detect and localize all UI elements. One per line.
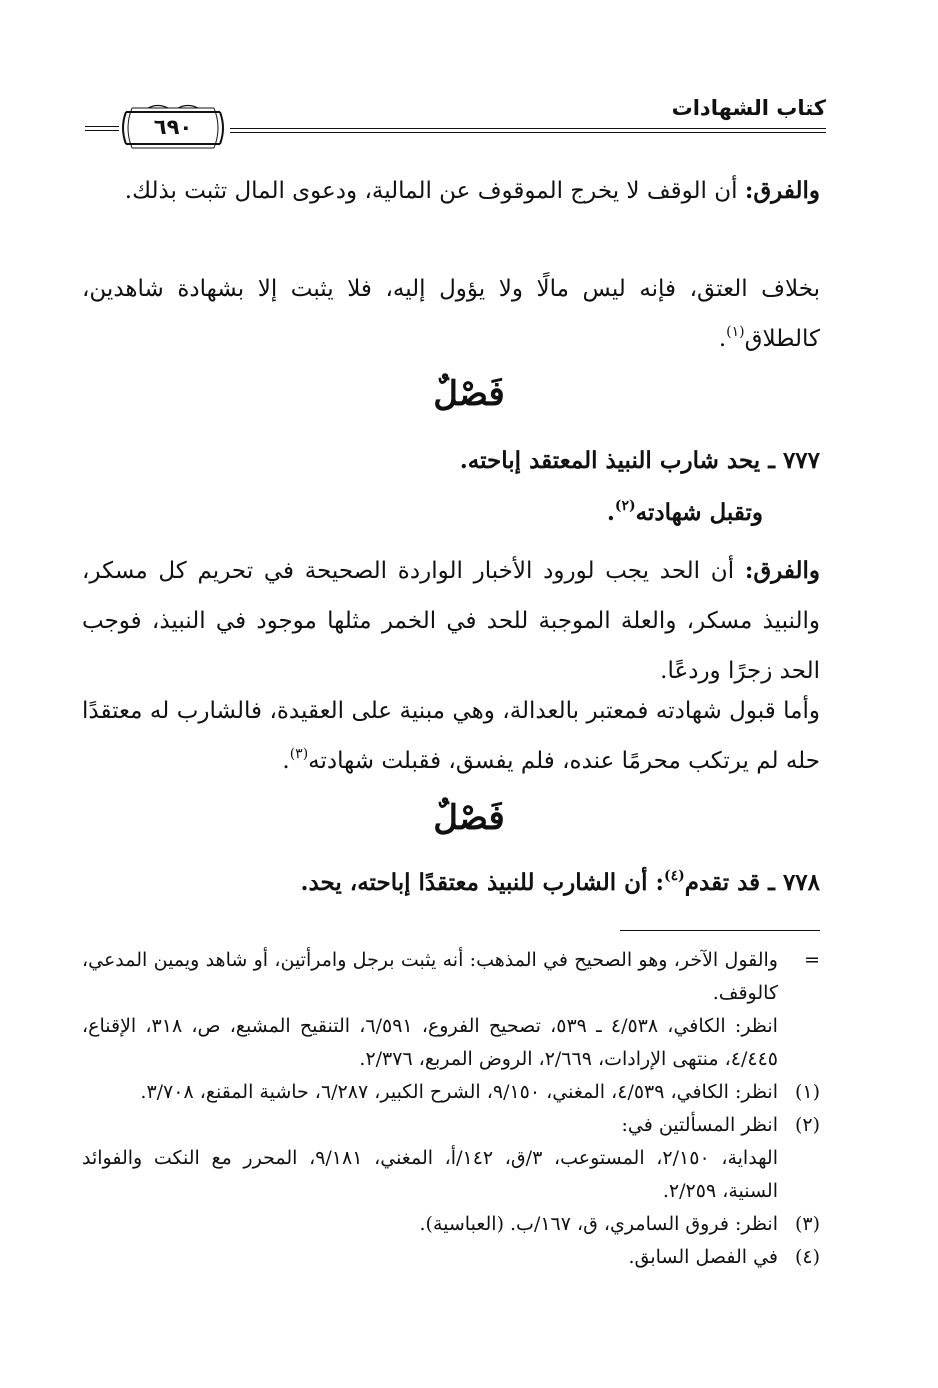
paragraph-end: .	[606, 499, 615, 526]
footnote-number: (٤)	[794, 1246, 820, 1268]
issue-778-rest: : أن الشارب للنبيذ معتقدًا إباحته، يحد.	[300, 869, 664, 896]
footnote-continued	[82, 944, 820, 1010]
footnote-2	[82, 1109, 820, 1142]
header-rule-left	[85, 126, 119, 131]
paragraph-testimony	[82, 686, 820, 786]
paragraph-emancipation	[82, 264, 820, 364]
paragraph-text: وأما قبول شهادته فمعتبر بالعدالة، وهي مبنية على العقيدة، فالشارب له معتقدًا حله لم يرتكب محرمًا عنده، فلم يفسق، فقبلت شهادته	[82, 698, 820, 774]
footnote-ref-1: (١)	[726, 324, 745, 340]
footnote-3	[82, 1208, 820, 1241]
issue-777-line2	[82, 488, 763, 538]
footnote-separator	[620, 930, 820, 931]
running-header-title: كتاب الشهادات	[671, 96, 826, 120]
footnote-1	[82, 1076, 820, 1109]
footnote-ref-3: (٣)	[289, 746, 309, 762]
paragraph-difference-waqf	[82, 166, 820, 216]
footnote-text: في الفصل السابق.	[628, 1246, 778, 1268]
footnote-text: انظر: الكافي، ٤/٥٣٩، المغني، ٩/١٥٠، الشرح الكبير، ٦/٢٨٧، حاشية المقنع، ٣/٧٠٨.	[140, 1081, 778, 1103]
section-heading-fasl: فَصْلٌ	[433, 798, 505, 838]
footnote-ref-4: (٤)	[663, 868, 685, 884]
issue-777-text: وتقبل شهادته	[635, 499, 763, 526]
footnote-text: انظر المسألتين في:	[621, 1114, 778, 1136]
issue-777-title: ٧٧٧ ـ يحد شارب النبيذ المعتقد إباحته.	[459, 447, 820, 474]
paragraph-text: أن الحد يجب لورود الأخبار الواردة الصحيحة في تحريم كل مسكر، والنبيذ مسكر، والعلة الموجبة للحد في الخمر مثلها موجود في النبيذ، فوجب الحد زجرًا وردعًا.	[82, 558, 820, 684]
paragraph-text: بخلاف العتق، فإنه ليس مالًا ولا يؤول إليه، فلا يثبت إلا بشهادة شاهدين، كالطلاق	[82, 276, 820, 352]
page-number-ornament	[118, 104, 228, 152]
paragraph-end: .	[282, 748, 290, 774]
footnote-references: انظر: الكافي، ٤/٥٣٨ ـ ٥٣٩، تصحيح الفروع، ٦/٥٩١، التنقيح المشبع، ص، ٣١٨، الإقناع، ٤/٤٤٥، منتهى الإرادات، ٢/٦٦٩، الروض المربع، ٢/٣٧٦.	[82, 1015, 778, 1070]
footnote-text: والقول الآخر، وهو الصحيح في المذهب: أنه يثبت برجل وامرأتين، أو شاهد ويمين المدعي، كالوقف.	[82, 949, 778, 1004]
paragraph-difference-hadd	[82, 546, 820, 696]
issue-778-start: ٧٧٨ ـ قد تقدم	[684, 869, 820, 896]
section-heading-fasl: فَصْلٌ	[433, 374, 505, 414]
footnote-number: (٢)	[794, 1114, 820, 1136]
footnote-ref-2: (٢)	[614, 498, 636, 514]
paragraph-text: أن الوقف لا يخرج الموقوف عن المالية، ودعوى المال تثبت بذلك.	[124, 178, 745, 204]
footnote-number: (٣)	[794, 1213, 820, 1235]
paragraph-label: والفرق:	[744, 177, 820, 204]
footnote-continuation-mark: =	[804, 949, 820, 971]
page-number: ٦٩٠	[153, 115, 193, 139]
footnotes	[82, 944, 820, 1274]
footnote-4	[82, 1241, 820, 1274]
footnote-references: الهداية، ٢/١٥٠، المستوعب، ٣/ق، ١٤٢/أ، المغني، ٩/١٨١، المحرر مع النكت والفوائد السنية، ٢/٢٥٩.	[82, 1147, 779, 1202]
footnote-text: انظر: فروق السامري، ق، ١٦٧/ب. (العباسية).	[419, 1213, 778, 1235]
footnote-number: (١)	[794, 1081, 820, 1103]
header-rule	[230, 128, 826, 133]
paragraph-label: والفرق:	[744, 557, 820, 584]
issue-778-title	[82, 858, 820, 908]
paragraph-end: .	[718, 326, 727, 352]
